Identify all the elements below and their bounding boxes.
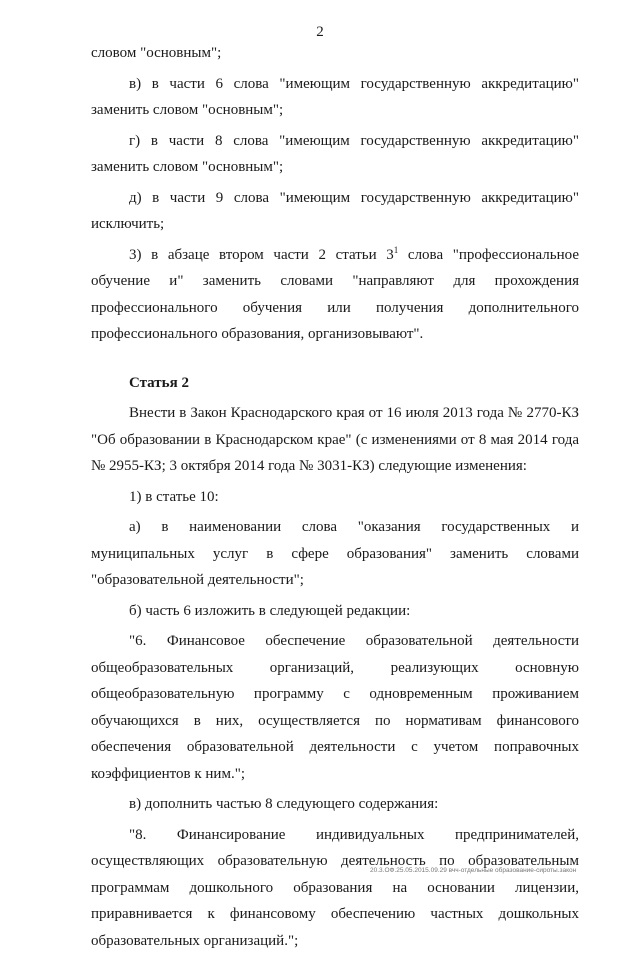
superscript-1: 1 bbox=[394, 245, 399, 255]
paragraph-item-a: а) в наименовании слова "оказания государственных и муниципальных услуг в сфере образования" заменить словами "образовательной деятельности"; bbox=[91, 514, 579, 594]
paragraph-item-b: б) часть 6 изложить в следующей редакции: bbox=[91, 598, 579, 625]
document-body bbox=[91, 40, 579, 954]
item-3-text-end: слова "профессиональное обучение и" заменить словами "направляют для прохождения профессионального обучения или получения дополнительного профессионального образования, организовывают". bbox=[91, 247, 579, 343]
paragraph-part-8: "8. Финансирование индивидуальных предпринимателей, осуществляющих образовательную деятельность по образовательным программам дошкольного образования на основании лицензии, приравнивается к финансовому обеспечению частных дошкольных образовательных организаций."; bbox=[91, 822, 579, 954]
paragraph-item-1: 1) в статье 10: bbox=[91, 484, 579, 511]
article-2-title: Статья 2 bbox=[91, 370, 579, 397]
paragraph-item-3 bbox=[91, 242, 579, 348]
paragraph-continuation: словом "основным"; bbox=[91, 40, 579, 67]
item-3-text-start: 3) в абзаце втором части 2 статьи 3 bbox=[129, 247, 394, 263]
paragraph-part-6: "6. Финансовое обеспечение образовательной деятельности общеобразовательных организаций, реализующих основную общеобразовательную программу с одновременным проживанием обучающихся в них, осуществляется по нормативам финансового обеспечения образовательной деятельности с учетом поправочных коэффициентов к ним."; bbox=[91, 628, 579, 787]
article-2-intro: Внести в Закон Краснодарского края от 16 июля 2013 года № 2770-КЗ "Об образовании в Краснодарском крае" (с изменениями от 8 мая 2014 года № 2955-КЗ; 3 октября 2014 года № 3031-КЗ) следующие изменения: bbox=[91, 400, 579, 480]
paragraph-item-v2: в) дополнить частью 8 следующего содержания: bbox=[91, 791, 579, 818]
page-number: 2 bbox=[0, 24, 640, 41]
paragraph-item-d: д) в части 9 слова "имеющим государственную аккредитацию" исключить; bbox=[91, 185, 579, 238]
paragraph-item-g: г) в части 8 слова "имеющим государственную аккредитацию" заменить словом "основным"; bbox=[91, 128, 579, 181]
footer-file-path: 20.3.ОФ.25.05.2015.09.29 вчч-отдельные образование-сироты.закон bbox=[370, 867, 620, 874]
paragraph-item-v: в) в части 6 слова "имеющим государственную аккредитацию" заменить словом "основным"; bbox=[91, 71, 579, 124]
